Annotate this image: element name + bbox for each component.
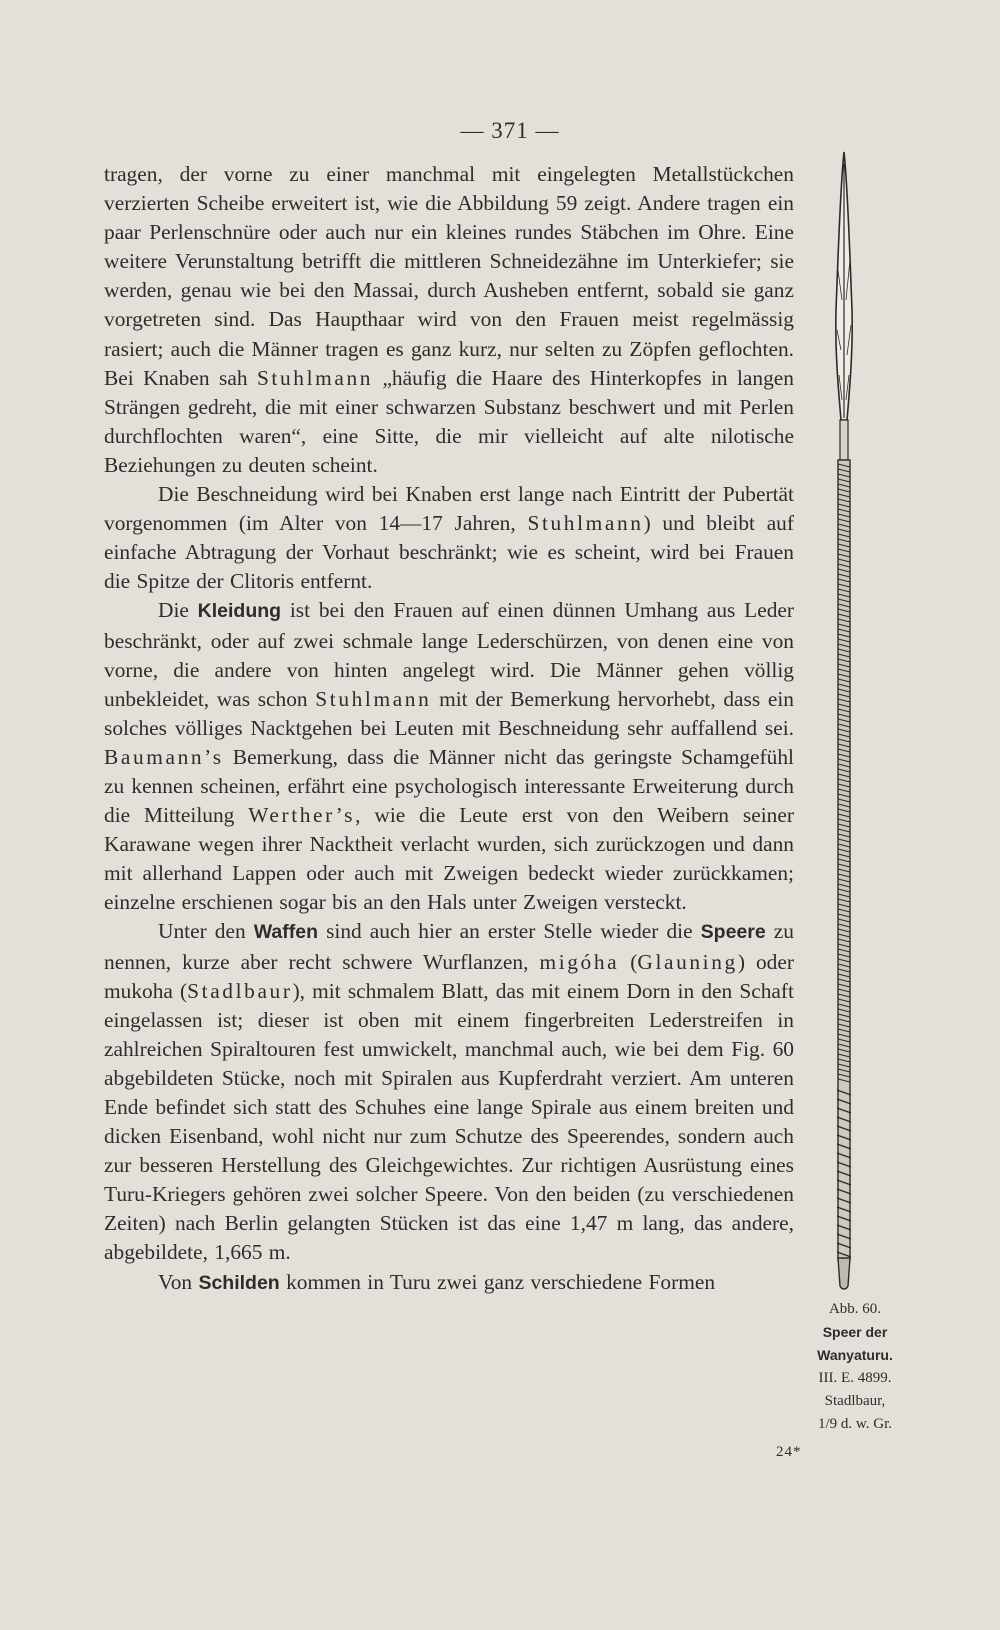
text-run: ist bei den Frauen auf einen dünnen Umhang aus Leder beschränkt, oder auf zwei schmale lange Lederschürzen, von denen eine von vorne, die andere von hinten angelegt wird. Die Männer gehen völlig unbekleidet, was schon [104, 598, 795, 711]
text-run: ) und bleibt auf einfache Abtragung der Vorhaut beschränkt; wie es scheint, wird bei Frauen die Spitze der Clitoris entfernt. [104, 511, 795, 594]
text-run: Unter den [158, 919, 254, 944]
caption-catalogue-number: III. E. 4899. [818, 1370, 892, 1386]
text-run: sind auch hier an erster Stelle wieder die [318, 919, 701, 944]
spear-butt [838, 1258, 850, 1289]
spaced-name: Glauning [637, 949, 738, 974]
body-text [104, 160, 794, 1298]
paragraph-circumcision [104, 480, 794, 596]
keyword: Speere [700, 921, 766, 944]
caption-figure-number: Abb. 60. [828, 1301, 882, 1317]
signature-mark: 24* [776, 1444, 802, 1460]
text-run: Bemerkung, dass die Männer nicht das geringste Schamgefühl zu kennen scheinen, erfährt eine psychologisch interessante Erweiterung durch die Mitteilung [104, 744, 794, 828]
spaced-name: Stuhlmann [256, 365, 374, 390]
caption-collector: Stadlbaur, [824, 1393, 886, 1409]
text-run: mit der Bemerkung hervorhebt, dass ein solches völliges Nacktgehen bei Leuten mit Beschneidung sehr auffallend sei. [104, 686, 794, 740]
text-run: Die Beschneidung wird bei Knaben erst lange nach Eintritt der Pubertät vorgenommen (im Alter von 14—17 Jahren, [104, 482, 794, 536]
text-run: ) oder mukoha ( [104, 949, 794, 1003]
spear-tang [840, 420, 848, 460]
text-run: ( [619, 949, 638, 974]
caption-title: Speer der [822, 1324, 888, 1340]
spaced-name: Stuhlmann [527, 511, 644, 536]
keyword: Waffen [253, 921, 319, 944]
caption-people: Wanyaturu. [817, 1347, 893, 1363]
text-run: ), mit schmalem Blatt, das mit einem Dorn in den Schaft eingelassen ist; dieser ist oben mit einem fingerbreiten Lederstreifen in zahlreichen Spiraltouren fest umwickelt, manchmal auch, wie bei dem Fig. 60 abgebildeten Stücke, noch mit Spiralen aus Kupferdraht verziert. Am unteren Ende befindet sich statt des Schuhes eine lange Spirale aus einem breiten und dicken Eisenband, wohl nicht nur zum Schutze des Speerendes, sondern auch zur besseren Herstellung des Gleichgewichtes. Zur richtigen Ausrüstung eines Turu-Kriegers gehören zwei solcher Speere. Von den beiden (zu verschiedenen Zeiten) nach Berlin gelangten Stücken ist das eine 1,47 m lang, das andere, abgebildete, 1,665 m. [104, 978, 794, 1265]
spaced-name: Stadlbaur [187, 978, 293, 1003]
text-run: Von [158, 1269, 199, 1294]
text-run: Die [158, 598, 198, 623]
spaced-name: Stuhlmann [315, 686, 432, 711]
paragraph-clothing [104, 596, 794, 917]
paragraph-weapons-spears [104, 917, 794, 1267]
paragraph-ornaments-hair [104, 160, 794, 480]
spear-illustration [826, 150, 862, 1292]
text-run: tragen, der vorne zu einer manchmal mit eingelegten Metallstückchen verzierten Scheibe erweitert ist, wie die Abbildung 59 zeigt. Andere tragen ein paar Perlenschnüre oder auch nur ein kleines rundes Stäbchen im Ohre. Eine weitere Verunstaltung betrifft die mittleren Schneidezähne im Unterkiefer; sie werden, genau wie bei den Massai, durch Ausheben entfernt, sobald sie ganz vorgetreten sind. Das Haupthaar wird von den Frauen meist regelmässig rasiert; auch die Männer tragen es ganz kurz, nur selten zu Zöpfen geflochten. Bei Knaben sah [104, 162, 794, 390]
text-run: zu nennen, kurze aber recht schwere Wurflanzen, [104, 919, 794, 974]
keyword: Kleidung [197, 600, 282, 623]
text-run: „häufig die Haare des Hinterkopfes in langen Strängen gedreht, die mit einer schwarzen Substanz beschwert und mit Perlen durchflochten waren“, eine Sitte, die mir vielleicht auf alte nilotische Beziehungen zu deuten scheint. [104, 365, 794, 477]
spaced-name: Baumann’s [104, 744, 224, 769]
caption-scale: 1/9 d. w. Gr. [817, 1416, 893, 1432]
keyword: Schilden [198, 1271, 280, 1294]
paragraph-shields [104, 1268, 794, 1298]
figure-caption [790, 1298, 920, 1436]
page-number: — 371 — [460, 118, 560, 143]
text-run: , wie die Leute erst von den Weibern seiner Karawane wegen ihrer Nacktheit verlacht wurden, sich zurückzogen und dann mit allerhand Lappen oder auch mit Zweigen bedeckt wieder zurückkamen; einzelne erschienen sogar bis an den Hals unter Zweigen versteckt. [104, 803, 794, 915]
spaced-name: migóha [539, 949, 620, 974]
text-run: kommen in Turu zwei ganz verschiedene Formen [279, 1269, 716, 1294]
spaced-name: Werther’s [248, 803, 356, 828]
